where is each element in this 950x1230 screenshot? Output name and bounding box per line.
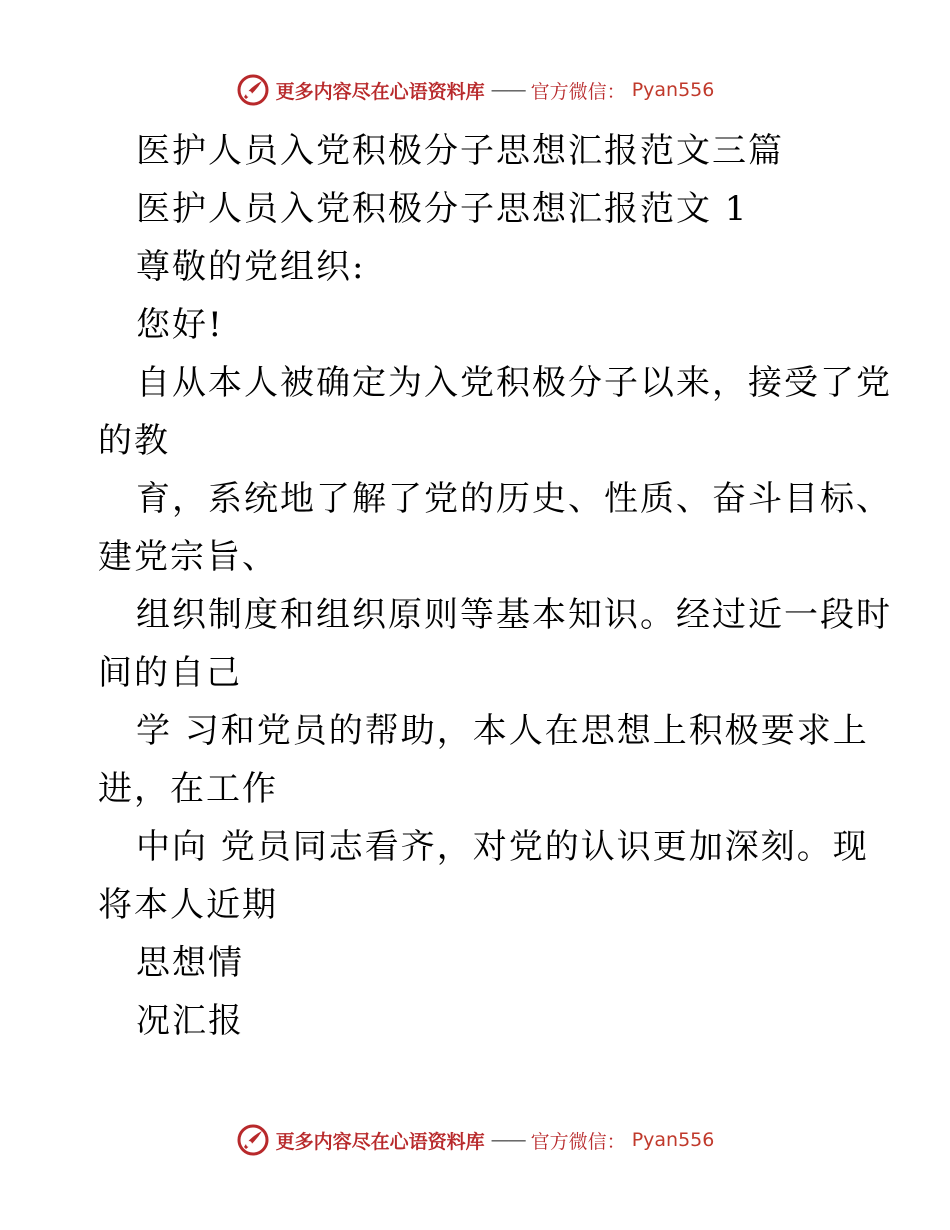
banner-wechat-id: Pyan556 (631, 79, 715, 101)
paragraph-line: 间的自己 (98, 653, 242, 693)
document-body (98, 122, 892, 1050)
paragraph-line: 学 习和党员的帮助，本人在思想上积极要求上 (136, 711, 869, 751)
paragraph-line: 自从本人被确定为入党积极分子以来，接受了党 (136, 363, 892, 403)
banner-wechat-label: 官方微信： (530, 80, 626, 103)
page-footer (0, 1120, 950, 1160)
paragraph-line: 育，系统地了解了党的历史、性质、奋斗目标、 (136, 479, 892, 519)
banner-dash: —— (490, 1129, 525, 1151)
header-banner (236, 73, 715, 107)
salutation: 尊敬的党组织: (136, 247, 366, 287)
document-subtitle: 医护人员入党积极分子思想汇报范文 1 (136, 189, 749, 229)
paragraph-line: 中向 党员同志看齐，对党的认识更加深刻。现 (136, 827, 869, 867)
paragraph-line: 况汇报 (136, 1001, 244, 1041)
page-header (0, 70, 950, 110)
banner-dash: —— (490, 79, 525, 101)
paragraph-line: 的教 (98, 421, 170, 461)
banner-text: 更多内容尽在心语资料库 (275, 1130, 485, 1153)
paragraph-line: 建党宗旨、 (98, 537, 278, 577)
brush-logo-icon (236, 73, 270, 107)
banner-text: 更多内容尽在心语资料库 (275, 80, 485, 103)
paragraph-line: 组织制度和组织原则等基本知识。经过近一段时 (136, 595, 892, 635)
banner-wechat-id: Pyan556 (631, 1129, 715, 1151)
document-title: 医护人员入党积极分子思想汇报范文三篇 (136, 131, 784, 171)
banner-wechat-label: 官方微信： (530, 1130, 626, 1153)
paragraph-line: 思想情 (136, 943, 244, 983)
brush-logo-icon (236, 1123, 270, 1157)
greeting: 您好! (136, 305, 224, 345)
paragraph-line: 进，在工作 (98, 769, 278, 809)
paragraph-line: 将本人近期 (98, 885, 278, 925)
footer-banner (236, 1123, 715, 1157)
